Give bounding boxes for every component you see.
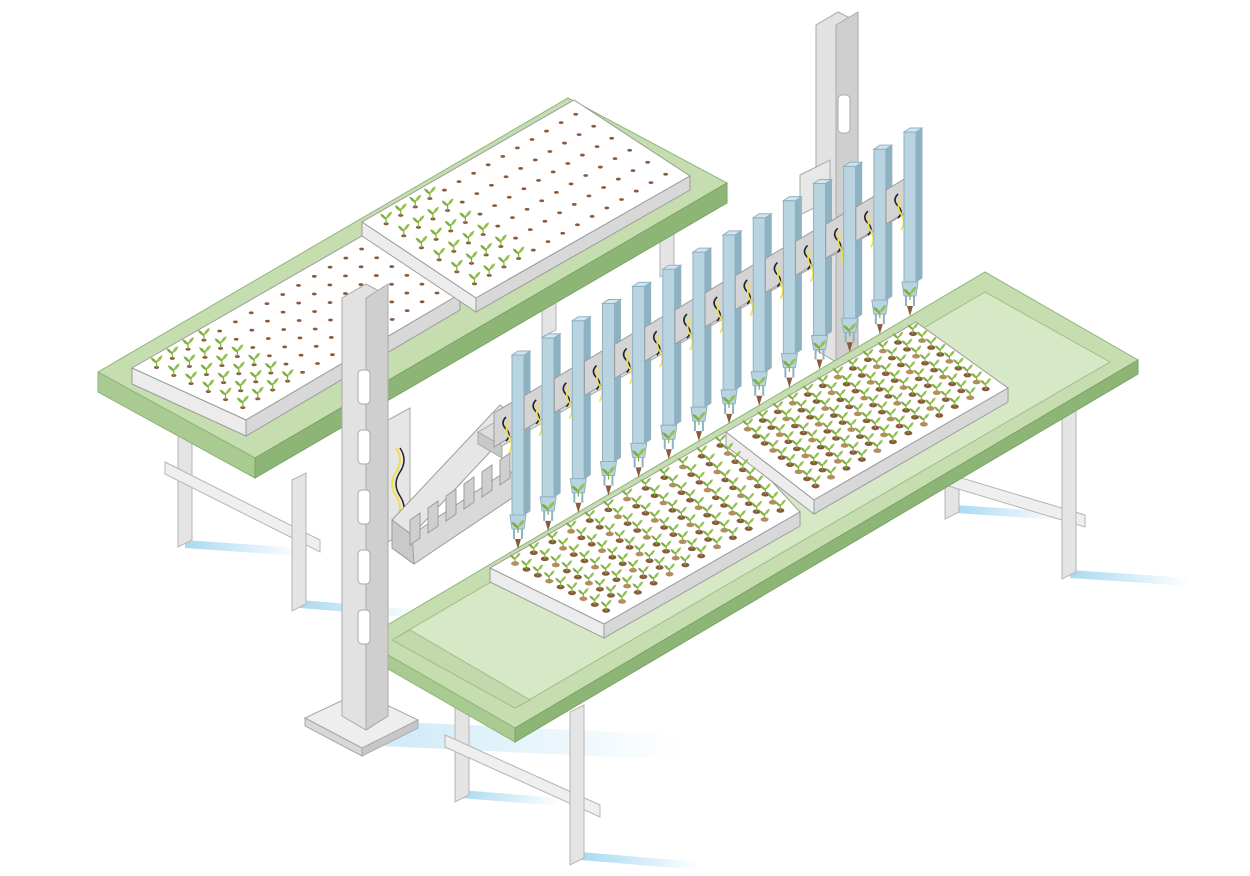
post-slot — [358, 370, 370, 404]
soil-cell — [489, 184, 494, 187]
soil-cell — [298, 337, 303, 340]
gripper-shaft-side — [524, 351, 530, 515]
soil-cell — [327, 284, 332, 287]
soil-cell — [442, 189, 447, 192]
soil-cell — [565, 162, 570, 165]
soil-cell — [518, 167, 523, 170]
soil-cell — [577, 133, 582, 136]
soil-cell — [528, 228, 533, 231]
soil-cell — [663, 173, 668, 176]
gripper-shaft-side — [735, 231, 741, 390]
soil-cell — [507, 196, 512, 199]
soil-cell — [296, 284, 301, 287]
soil-cell — [389, 301, 394, 304]
soil-cell — [217, 330, 222, 333]
soil-cell — [250, 346, 255, 349]
soil-cell — [374, 256, 379, 259]
gripper-shaft-side — [675, 265, 681, 425]
soil-cell — [478, 213, 483, 216]
soil-cell — [544, 130, 549, 133]
soil-cell — [266, 337, 271, 340]
soil-cell — [591, 125, 596, 128]
post-slot — [358, 430, 370, 464]
soil-cell — [521, 187, 526, 190]
soil-cell — [604, 207, 609, 210]
soil-cell — [313, 328, 318, 331]
soil-cell — [580, 154, 585, 157]
soil-cell — [265, 302, 270, 305]
soil-cell — [547, 150, 552, 153]
soil-cell — [560, 232, 565, 235]
soil-cell — [536, 179, 541, 182]
soil-cell — [390, 318, 395, 321]
post-slot — [358, 490, 370, 524]
soil-cell — [616, 178, 621, 181]
soil-cell — [486, 163, 491, 166]
gripper-shaft-side — [765, 214, 771, 372]
soil-cell — [420, 300, 425, 303]
gripper-shaft — [783, 201, 795, 354]
soil-cell — [543, 220, 548, 223]
soil-cell — [645, 161, 650, 164]
soil-cell — [634, 190, 639, 193]
soil-cell — [609, 137, 614, 140]
soil-cell — [281, 311, 286, 314]
gripper-shaft — [512, 355, 524, 515]
gripper-shaft — [602, 304, 614, 462]
gripper-shaft — [693, 252, 705, 407]
soil-cell — [343, 257, 348, 260]
soil-cell — [267, 354, 272, 357]
gripper-shaft — [844, 166, 856, 318]
soil-cell — [405, 309, 410, 312]
soil-cell — [546, 240, 551, 243]
soil-cell — [598, 166, 603, 169]
soil-cell — [296, 302, 301, 305]
leg-shadow — [1070, 570, 1190, 586]
soil-cell — [500, 155, 505, 158]
soil-cell — [525, 208, 530, 211]
soil-cell — [619, 198, 624, 201]
soil-cell — [559, 121, 564, 124]
soil-cell — [389, 265, 394, 268]
soil-cell — [314, 345, 319, 348]
soil-cell — [460, 201, 465, 204]
gripper-shaft — [904, 132, 916, 282]
gripper-shaft — [753, 218, 765, 372]
soil-cell — [312, 310, 317, 313]
soil-cell — [569, 183, 574, 186]
soil-cell — [420, 283, 425, 286]
conveyor-table — [362, 272, 1138, 865]
soil-cell — [280, 293, 285, 296]
soil-cell — [533, 159, 538, 162]
soil-cell — [435, 292, 440, 295]
soil-cell — [510, 216, 515, 219]
soil-cell — [300, 371, 305, 374]
soil-cell — [495, 225, 500, 228]
gripper-shaft — [663, 269, 675, 425]
soil-cell — [265, 320, 270, 323]
gripper-shaft — [542, 338, 554, 497]
soil-cell — [328, 301, 333, 304]
gripper-shaft — [572, 321, 584, 479]
soil-cell — [551, 171, 556, 174]
gripper-shaft-side — [614, 300, 620, 462]
soil-cell — [234, 338, 239, 341]
soil-cell — [613, 157, 618, 160]
gripper-shaft — [723, 235, 735, 390]
soil-cell — [575, 223, 580, 226]
soil-cell — [492, 204, 497, 207]
gripper-shaft-side — [705, 248, 711, 407]
soil-cell — [513, 237, 518, 240]
soil-cell — [328, 319, 333, 322]
soil-cell — [583, 174, 588, 177]
soil-cell — [504, 175, 509, 178]
gripper-shaft — [814, 183, 826, 335]
soil-cell — [249, 329, 254, 332]
soil-cell — [595, 145, 600, 148]
soil-cell — [631, 169, 636, 172]
post-slot — [358, 610, 370, 644]
soil-cell — [557, 211, 562, 214]
soil-cell — [329, 336, 334, 339]
soil-cell — [573, 113, 578, 116]
soil-cell — [404, 274, 409, 277]
soil-cell — [359, 248, 364, 251]
soil-cell — [404, 292, 409, 295]
gripper-shaft — [633, 286, 645, 443]
soil-cell — [389, 283, 394, 286]
soil-cell — [312, 293, 317, 296]
soil-cell — [233, 320, 238, 323]
soil-cell — [471, 172, 476, 175]
soil-cell — [297, 319, 302, 322]
soil-cell — [328, 266, 333, 269]
soil-cell — [601, 186, 606, 189]
soil-cell — [562, 142, 567, 145]
soil-cell — [474, 192, 479, 195]
gripper-shaft-side — [645, 282, 651, 443]
post-slot — [358, 550, 370, 584]
soil-cell — [572, 203, 577, 206]
soil-cell — [315, 362, 320, 365]
soil-cell — [590, 215, 595, 218]
soil-cell — [330, 353, 335, 356]
soil-cell — [531, 249, 536, 252]
gripper-shaft — [874, 149, 886, 300]
soil-cell — [299, 354, 304, 357]
soil-cell — [312, 275, 317, 278]
soil-cell — [249, 311, 254, 314]
soil-cell — [457, 180, 462, 183]
leg-shadow — [185, 540, 300, 556]
soil-cell — [539, 199, 544, 202]
leg-shadow — [580, 852, 700, 870]
gripper-shaft-side — [554, 334, 560, 497]
soil-cell — [374, 274, 379, 277]
soil-cell — [282, 345, 287, 348]
soil-cell — [587, 195, 592, 198]
soil-cell — [515, 147, 520, 150]
soil-cell — [284, 363, 289, 366]
soil-cell — [649, 181, 654, 184]
post-slot — [838, 95, 850, 133]
gripper-shaft-side — [916, 128, 922, 282]
soil-cell — [343, 274, 348, 277]
soil-cell — [554, 191, 559, 194]
gripper-shaft-side — [584, 317, 590, 479]
soil-cell — [359, 265, 364, 268]
soil-cell — [627, 149, 632, 152]
soil-cell — [530, 138, 535, 141]
soil-cell — [281, 328, 286, 331]
